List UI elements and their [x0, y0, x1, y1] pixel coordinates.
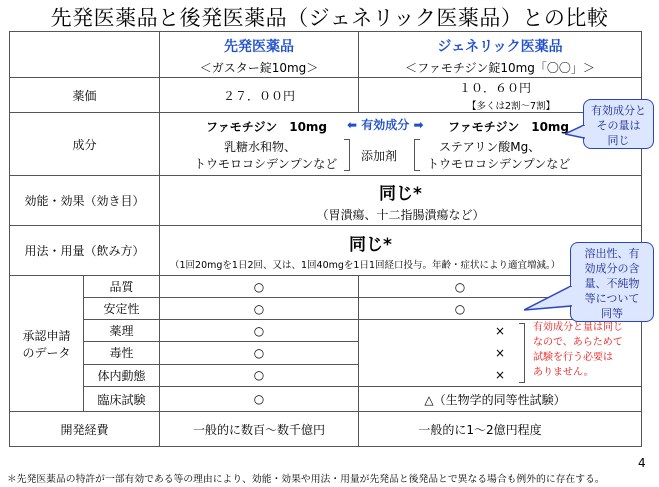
approval-brand-mark: ○: [160, 298, 359, 320]
ingredients-row: [10, 113, 642, 176]
approval-item: 臨床試験: [84, 387, 160, 412]
approval-brand-mark: ○: [160, 276, 359, 298]
approval-label: [10, 276, 84, 412]
active-ingredient-arrow: [347, 116, 424, 133]
price-row: [10, 78, 642, 113]
callout2-line5: 同等: [601, 307, 623, 320]
generic-development-cost: 一般的に1〜2億円程度: [359, 412, 642, 447]
efficacy-detail: （胃潰瘍、十二指腸潰瘍など）: [316, 207, 485, 222]
efficacy-row: [10, 176, 642, 226]
efficacy-label: 効能・効果（効き目）: [10, 176, 160, 226]
callout1-pointer: [565, 125, 585, 139]
brand-column-header: [160, 32, 359, 78]
red-note-line4: ありません。: [533, 367, 594, 378]
generic-active-ingredient: ファモチジン 10mg: [448, 120, 570, 134]
approval-generic-mark: ○: [359, 298, 642, 320]
generic-additive-bracket: [414, 139, 420, 171]
comparison-table: [9, 31, 642, 447]
active-arrow-label: 有効成分: [361, 118, 410, 132]
brand-price-value: ２７．００円: [222, 88, 295, 103]
red-note-line2: なので、あらためて: [533, 337, 623, 348]
callout2-pointer: [524, 286, 572, 322]
approval-item: 毒性: [84, 342, 160, 364]
generic-price-note: 【多くは2割〜7割】: [467, 100, 556, 112]
generic-column-header: [359, 32, 642, 78]
dosage-detail: （1回20mgを1日2回、又は、1回40mgを1日1回経口投与。年齢・症状により適宜増減。）: [170, 260, 561, 271]
approval-brand-mark: ○: [160, 342, 359, 364]
page-number: 4: [638, 456, 646, 470]
callout1-line3: 同じ: [607, 134, 630, 147]
header-row: [10, 32, 642, 78]
price-label: 薬価: [10, 78, 160, 113]
generic-additive-1: ステアリン酸Mg、: [439, 140, 541, 154]
callout-dissolution: [570, 242, 654, 322]
dosage-label: 用法・用量（飲み方）: [10, 226, 160, 276]
brand-price: [160, 78, 359, 113]
generic-heading: ジェネリック医薬品: [437, 38, 563, 55]
approval-label-line1: 承認申請: [22, 328, 71, 343]
red-note-line1: 有効成分と量は同じ: [533, 322, 623, 333]
development-cost-row: [10, 412, 642, 447]
ingredients-cell: [160, 113, 642, 176]
generic-additive-2: トウモロコシデンプンなど: [427, 157, 571, 171]
approval-brand-mark: ○: [160, 364, 359, 386]
callout2-line2: 効成分の含: [584, 262, 640, 275]
brand-development-cost: 一般的に数百〜数千億円: [160, 412, 359, 447]
footnote: ＊先発医薬品の特許が一部有効である等の理由により、効能・効果や用法・用量が先発品と後発品とで異なる場合も例外的に存在する。: [7, 474, 605, 485]
brand-active-ingredient: ファモチジン 10mg: [206, 120, 328, 134]
approval-generic-mark: △（生物学的同等性試験）: [359, 387, 642, 412]
approval-item: 安定性: [84, 298, 160, 320]
efficacy-value: 同じ*: [379, 183, 422, 204]
dosage-value: 同じ*: [349, 235, 392, 255]
red-note-bracket: [519, 323, 525, 383]
slide-title: 先発医薬品と後発医薬品（ジェネリック医薬品）との比較: [50, 6, 609, 30]
approval-generic-mark: ×: [495, 346, 506, 360]
arrow-left-icon: ⬅: [347, 118, 358, 132]
brand-example: ＜ガスター錠10mg＞: [199, 60, 319, 75]
approval-item: 品質: [84, 276, 160, 298]
approval-brand-mark: ○: [160, 320, 359, 342]
callout1-line1: 有効成分と: [591, 104, 646, 117]
red-note: [533, 320, 623, 380]
generic-example: ＜ファモチジン錠10mg「〇〇」＞: [405, 60, 595, 75]
generic-price-value: １０．６０円: [459, 80, 532, 95]
approval-generic-nontest-cell: [359, 320, 642, 387]
ingredients-label: 成分: [10, 113, 160, 176]
callout2-line4: 等について: [584, 292, 640, 305]
brand-additive-1: 乳糖水和物、: [224, 140, 297, 154]
brand-additive-bracket: [344, 139, 350, 171]
approval-row: [10, 387, 642, 412]
approval-item: 薬理: [84, 320, 160, 342]
arrow-right-icon: ➡: [413, 118, 424, 132]
callout2-line1: 溶出性、有: [584, 247, 640, 260]
dosage-row: [10, 226, 642, 276]
approval-generic-mark: ×: [495, 324, 506, 338]
callout-same-ingredient: [583, 99, 654, 149]
approval-item: 体内動態: [84, 364, 160, 386]
approval-row: [10, 320, 642, 342]
additive-label: 添加剤: [361, 149, 398, 163]
efficacy-cell: [160, 176, 642, 226]
brand-additive-2: トウモロコシデンプンなど: [194, 157, 338, 171]
callout1-line2: その量は: [596, 119, 641, 132]
approval-label-line2: のデータ: [22, 345, 71, 360]
approval-generic-mark: ×: [495, 368, 506, 382]
callout2-line3: 量、不純物: [584, 277, 640, 290]
red-note-line3: 試験を行う必要は: [533, 352, 613, 363]
approval-generic-mark: ○: [359, 276, 642, 298]
approval-brand-mark: ○: [160, 387, 359, 412]
header-blank: [10, 32, 160, 78]
development-cost-label: 開発経費: [10, 412, 160, 447]
brand-heading: 先発医薬品: [224, 38, 294, 55]
